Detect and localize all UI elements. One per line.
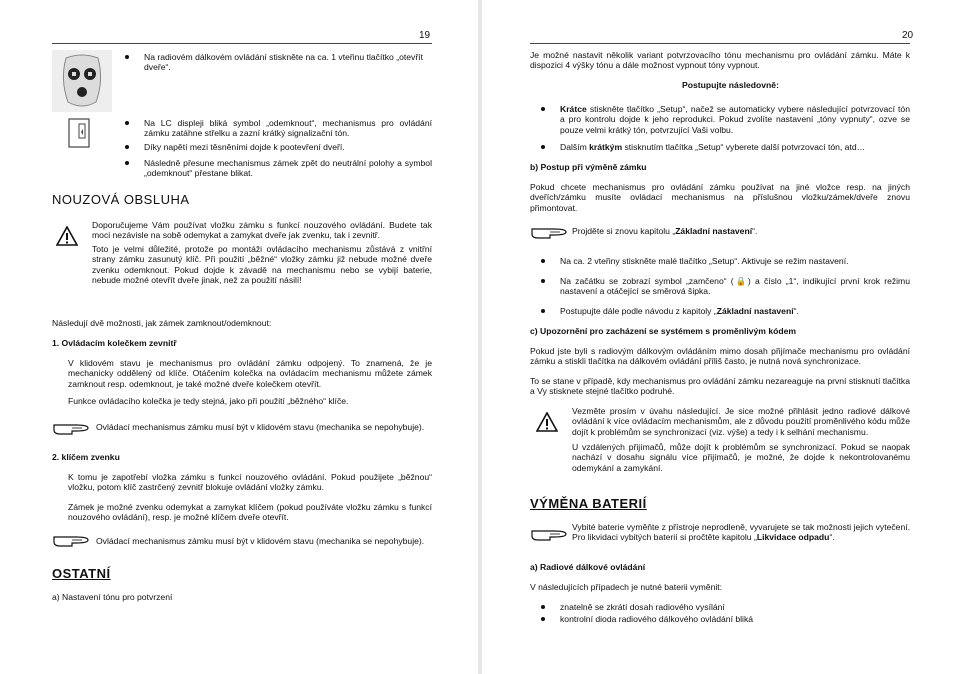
bullet-item: Na ca. 2 vteřiny stiskněte malé tlačítko „Setup“. Aktivuje se režim nastavení.: [560, 256, 910, 266]
paragraph: Funkce ovládacího kolečka je tedy stejná, jako při použití „běžného“ klíče.: [68, 396, 349, 406]
pointing-hand-icon: [52, 532, 90, 548]
subheading: Postupujte následovně:: [682, 80, 779, 90]
warning-icon: [56, 226, 78, 246]
header-rule: [530, 43, 910, 44]
section-heading: VÝMĚNA BATERIÍ: [530, 496, 647, 511]
warning-icon: [536, 412, 558, 432]
subsection-title: 1. Ovládacím kolečkem zevnitř: [52, 338, 177, 348]
bullet-item: Krátce stiskněte tlačítko „Setup“, načež se automaticky vybere následující potvrzovací tón a pro kontrolu dojde k jeho reprodukci. Pokud zvolíte nastavení „tóny vypnuty“, ozve se pouze velmi krátký tón, potvrzující Vaši volbu.: [560, 104, 910, 135]
bullet-item: Na radiovém dálkovém ovládání stiskněte na ca. 1 vteřinu tlačítko „otevřít dveře“.: [144, 52, 432, 73]
note-text: Ovládací mechanismus zámku musí být v klidovém stavu (mechanika se nepohybuje).: [96, 536, 425, 546]
bullet-item: znatelně se zkrátí dosah radiového vysílání: [560, 602, 910, 612]
bullet-item: Následně přesune mechanismus zámek zpět do neutrální polohy a symbol „odemknout“ přestane blikat.: [144, 158, 432, 179]
door-display-icon: [68, 118, 90, 148]
pointing-hand-icon: [530, 526, 568, 542]
intro-text: Následují dvě možnosti, jak zámek zamknout/odemknout:: [52, 318, 272, 328]
page-number: 19: [419, 30, 431, 41]
paragraph: V následujících případech je nutné baterii vyměnit:: [530, 582, 723, 592]
pointing-hand-icon: [52, 420, 90, 436]
paragraph: V klidovém stavu je mechanismus pro ovládání zámku odpojený. To znamená, že je mechanicky oddělený od klíče. Otáčením kolečka na ovládacím mechanismu můžete zámek zamknout resp. odemknout, je také možné dveře kolečkem otevřít.: [68, 358, 432, 389]
section-heading: NOUZOVÁ OBSLUHA: [52, 192, 190, 207]
bullet-item: kontrolní dioda radiového dálkového ovládání bliká: [560, 614, 910, 624]
bullet-item: Díky napětí mezi těsněními dojde k pootevření dveří.: [144, 142, 432, 152]
bullet-item: Dalším krátkým stisknutím tlačítka „Setup“ vyberete další potvrzovací tón, atd…: [560, 142, 910, 152]
warning-text: Doporučujeme Vám používat vložku zámku s funkcí nouzového ovládání. Budete tak moci nezávisle na sobě odemykat a zamykat dveře jak zvenku, tak i zevnitř.: [92, 220, 432, 241]
paragraph: Vybité baterie vyměňte z přístroje neprodleně, vyvarujete se tak možnosti jejich vytečení. Pro likvidaci vybitých baterií si pročtěte kapitolu „Likvidace odpadu“.: [572, 522, 910, 543]
pointing-hand-icon: [530, 224, 568, 240]
bullet-item: Postupujte dále podle návodu z kapitoly „Základní nastavení“.: [560, 306, 910, 316]
subsection-title: 2. klíčem zvenku: [52, 452, 120, 462]
bullet-item: Na začátku se zobrazí symbol „zamčeno“ (🔒) a číslo „1“, indikující první krok režimu nastavení a otáčející se směrová šipka.: [560, 276, 910, 297]
note-text: Ovládací mechanismus zámku musí být v klidovém stavu (mechanika se nepohybuje).: [96, 422, 425, 432]
left-page: [0, 0, 478, 674]
page-number: 20: [902, 30, 914, 41]
section-heading: OSTATNÍ: [52, 566, 111, 581]
header-rule: [52, 43, 432, 44]
subsection-title: c) Upozornění pro zacházení se systémem s proměnlivým kódem: [530, 326, 797, 336]
subsection-title: a) Radiové dálkové ovládání: [530, 562, 646, 572]
paragraph: Zámek je možné zvenku odemykat a zamykat klíčem (pokud používáte vložku zámku s funkcí nouzového ovládání), resp. je možné klíčem dveře otevřít.: [68, 502, 432, 523]
paragraph: Pokud chcete mechanismus pro ovládání zámku používat na jiné vložce resp. na jiných dveřích/zámku musíte ovládací mechanismus na příslušnou vložku/zámek/dveře znovu přimontovat.: [530, 182, 910, 213]
subsection-title: b) Postup při výměně zámku: [530, 162, 647, 172]
remote-control-image: [52, 50, 112, 112]
paragraph: To se stane v případě, kdy mechanismus pro ovládání zámku nezareaguje na první stisknutí tlačítka a Vy stisknete stejné tlačítko podruhé.: [530, 376, 910, 397]
warning-text: U vzdálených přijímačů, může dojít k problémům se synchronizací. Pokud se naopak nachází v dosahu signálu více přijímačů, je možné, že dojde k nekontrolovanému odemykání a zamykání.: [572, 442, 910, 473]
subsection-title: a) Nastavení tónu pro potvrzení: [52, 592, 173, 602]
bullet-item: Na LC displeji bliká symbol „odemknout“, mechanismus pro ovládání zámku zatáhne střelku a zazní krátký signalizační tón.: [144, 118, 432, 139]
right-page: [482, 0, 960, 674]
warning-text: Toto je velmi důležité, protože po montáži ovládacího mechanismu zůstává z vnitřní strany zámku zasunutý klíč. Při použití „běžné“ vložky zámku již nebude možné dveře zvenku odemknout. Pokud dojde k závadě na mechanismu nebo se vybijí baterie, nebude možné otevřít dveře jinak, než za použití násilí!: [92, 244, 432, 286]
intro-text: Je možné nastavit několik variant potvrzovacího tónu mechanismu pro ovládání zámku. Máte k dispozici 4 výšky tónu a dále možnost vypnout tóny vypnout.: [530, 50, 910, 71]
paragraph: K tomu je zapotřebí vložka zámku s funkcí nouzového ovládání. Pokud použijete „běžnou“ vložku, potom klíč zastrčený zevnitř blokuje ovládání vložky zámku.: [68, 472, 432, 493]
warning-text: Vezměte prosím v úvahu následující. Je sice možné přihlásit jedno radiové dálkové ovládání k více ovládacím mechanismům, ale z důvodu použití proměnlivého kódu může dojít k problémům se synchronizací (viz. výše) a tedy i k selhání mechanismu.: [572, 406, 910, 437]
paragraph: Pokud jste byli s radiovým dálkovým ovládáním mimo dosah přijímače mechanismu pro ovládání zámku a stiskli tlačítka na dálkovém ovládání příliš často, je nutná nová synchronizace.: [530, 346, 910, 367]
note-text: Projděte si znovu kapitolu „Základní nastavení“.: [572, 226, 758, 236]
